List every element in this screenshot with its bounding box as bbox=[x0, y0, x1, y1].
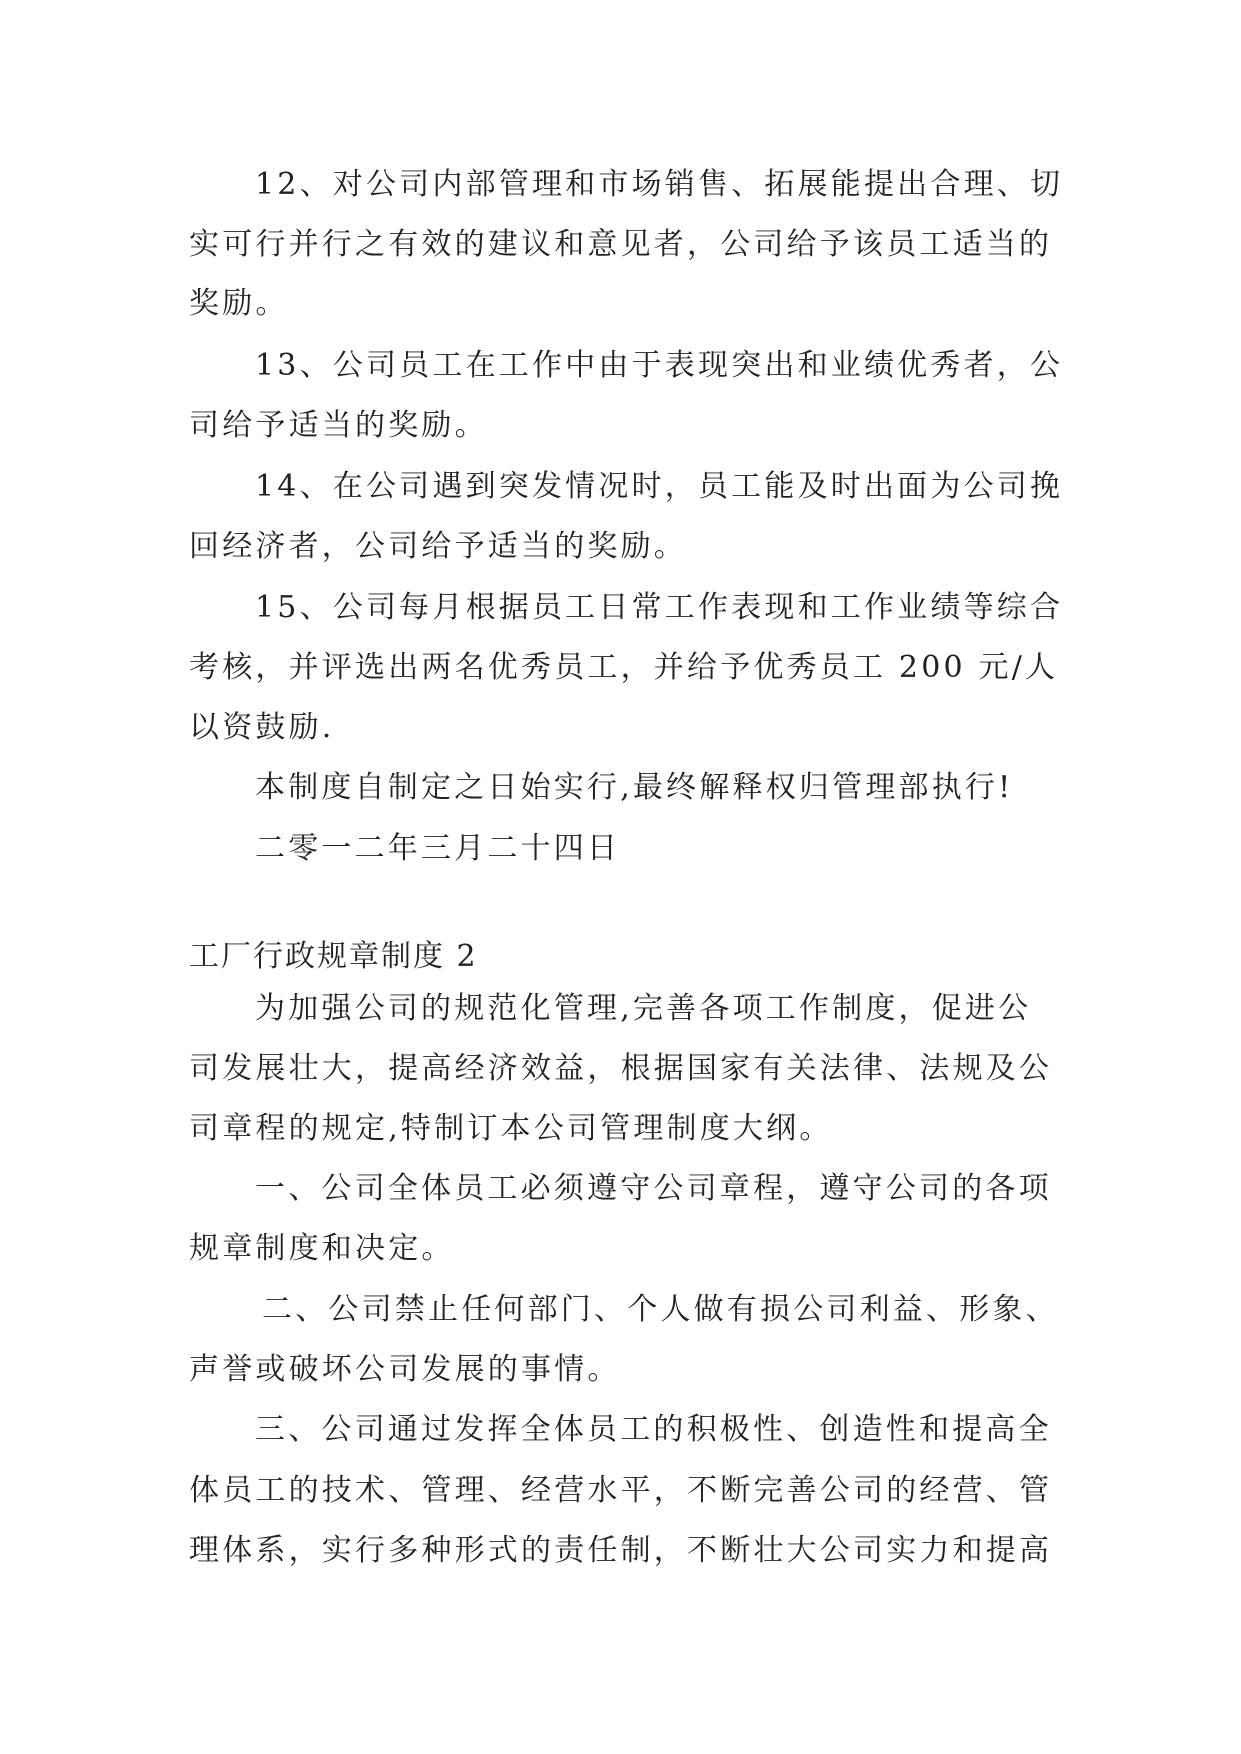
paragraph-line: 14、在公司遇到突发情况时，员工能及时出面为公司挽 bbox=[255, 469, 1064, 504]
paragraph-line: 回经济者，公司给予适当的奖励。 bbox=[189, 529, 687, 564]
section-title: 工厂行政规章制度 2 bbox=[189, 939, 478, 974]
paragraph-line: 以资鼓励. bbox=[189, 710, 335, 745]
paragraph-line: 考核，并评选出两名优秀员工，并给予优秀员工 200 元/人 bbox=[189, 650, 1059, 685]
paragraph-line: 声誉或破坏公司发展的事情。 bbox=[189, 1352, 621, 1387]
paragraph-line: 规章制度和决定。 bbox=[189, 1231, 455, 1266]
paragraph-line: 15、公司每月根据员工日常工作表现和工作业绩等综合 bbox=[255, 590, 1064, 625]
paragraph-line: 司给予适当的奖励。 bbox=[189, 408, 488, 443]
paragraph-line: 为加强公司的规范化管理,完善各项工作制度，促进公 bbox=[255, 991, 1032, 1026]
paragraph-line: 理体系，实行多种形式的责任制，不断壮大公司实力和提高 bbox=[189, 1533, 1053, 1568]
paragraph-line: 二、公司禁止任何部门、个人做有损公司利益、形象、 bbox=[262, 1292, 1059, 1327]
paragraph-line: 本制度自制定之日始实行,最终解释权归管理部执行! bbox=[255, 770, 1014, 805]
paragraph-line: 司发展壮大，提高经济效益，根据国家有关法律、法规及公 bbox=[189, 1051, 1053, 1086]
paragraph-line: 体员工的技术、管理、经营水平，不断完善公司的经营、管 bbox=[189, 1473, 1053, 1508]
paragraph-line: 一、公司全体员工必须遵守公司章程，遵守公司的各项 bbox=[255, 1171, 1052, 1206]
paragraph-line: 13、公司员工在工作中由于表现突出和业绩优秀者，公 bbox=[255, 348, 1064, 383]
paragraph-line: 12、对公司内部管理和市场销售、拓展能提出合理、切 bbox=[255, 167, 1064, 202]
paragraph-line: 三、公司通过发挥全体员工的积极性、创造性和提高全 bbox=[255, 1412, 1052, 1447]
date-line: 二零一二年三月二十四日 bbox=[255, 831, 621, 866]
paragraph-line: 司章程的规定,特制订本公司管理制度大纲。 bbox=[189, 1111, 833, 1146]
paragraph-line: 实可行并行之有效的建议和意见者，公司给予该员工适当的 bbox=[189, 227, 1053, 262]
paragraph-line: 奖励。 bbox=[189, 286, 289, 321]
